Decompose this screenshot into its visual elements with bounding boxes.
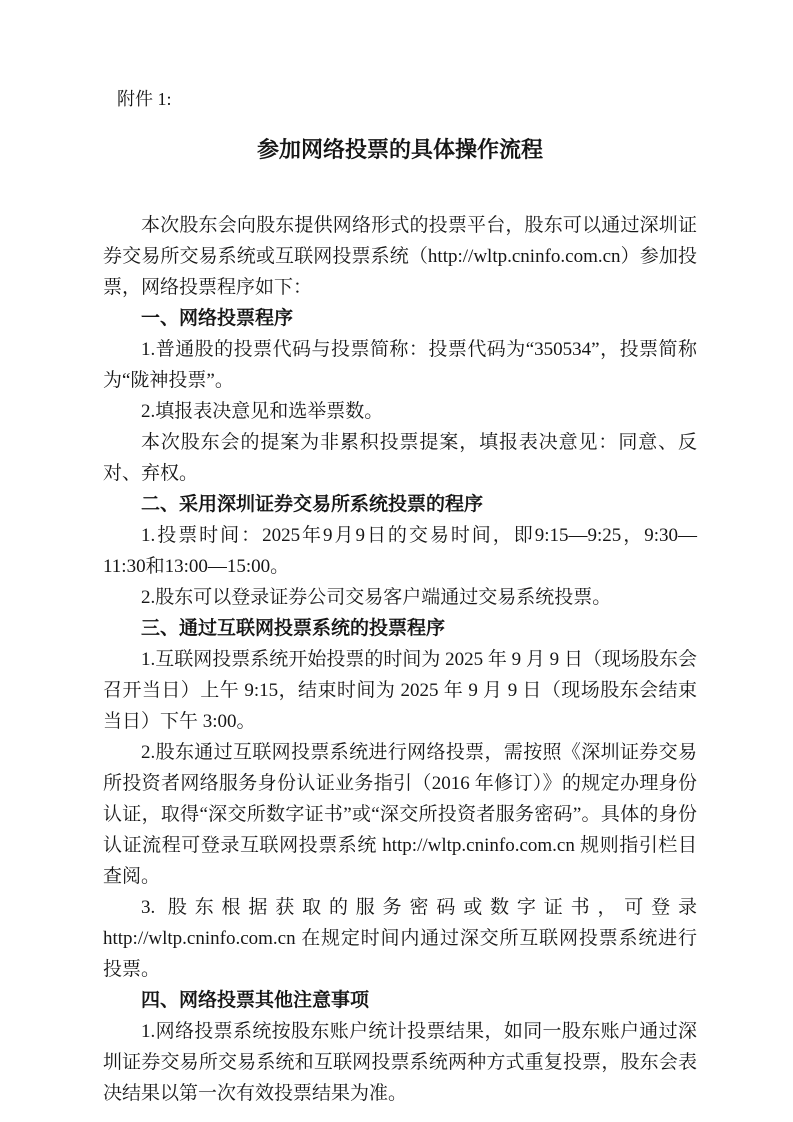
section-heading-1: 一、网络投票程序 [141,308,294,329]
section-heading-2: 二、采用深圳证券交易所系统投票的程序 [141,494,484,515]
paragraph: 2.填报表决意见和选举票数。 [141,401,384,422]
paragraph: 1.互联网投票系统开始投票的时间为 2025 年 9 月 9 日（现场股东会召开当日）上午 9:15，结束时间为 2025 年 9 月 9 日（现场股东会结束当日）下午 3:00。 [103,649,697,732]
intro-paragraph: 本次股东会向股东提供网络形式的投票平台，股东可以通过深圳证券交易所交易系统或互联网投票系统（http://wltp.cninfo.com.cn）参加投票，网络投票程序如下： [103,215,697,298]
paragraph: 2.股东通过互联网投票系统进行网络投票，需按照《深圳证券交易所投资者网络服务身份认证业务指引（2016 年修订）》的规定办理身份认证，取得“深交所数字证书”或“深交所投资者服务密码”。具体的身份认证流程可登录互联网投票系统 http://wltp.cninfo.com.cn 规则指引栏目查阅。 [103,742,697,887]
paragraph: 2.股东可以登录证券公司交易客户端通过交易系统投票。 [141,587,612,608]
document-body [103,210,697,1109]
paragraph: 1.网络投票系统按股东账户统计投票结果，如同一股东账户通过深圳证券交易所交易系统和互联网投票系统两种方式重复投票，股东会表决结果以第一次有效投票结果为准。 [103,1021,697,1104]
section-heading-4: 四、网络投票其他注意事项 [141,990,370,1011]
section-heading-3: 三、通过互联网投票系统的投票程序 [141,618,446,639]
document-title: 参加网络投票的具体操作流程 [256,137,543,162]
paragraph: 本次股东会的提案为非累积投票提案，填报表决意见：同意、反对、弃权。 [103,432,697,484]
paragraph: 1.普通股的投票代码与投票简称：投票代码为“350534”，投票简称为“陇神投票”。 [103,339,697,391]
paragraph: 3. 股东根据获取的服务密码或数字证书，可登录 http://wltp.cninfo.com.cn 在规定时间内通过深交所互联网投票系统进行投票。 [103,897,697,980]
attachment-label: 附件 1: [117,89,172,109]
paragraph: 1.投票时间：2025年9月9日的交易时间，即9:15—9:25，9:30—11:30和13:00—15:00。 [103,525,697,577]
document-content [103,88,697,1109]
